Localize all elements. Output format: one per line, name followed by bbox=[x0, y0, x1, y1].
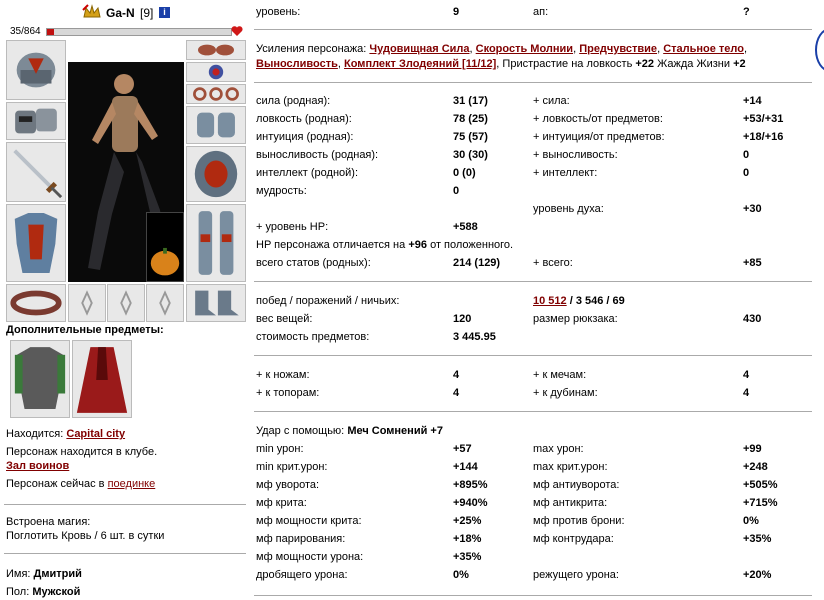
stat-value: 78 (25) bbox=[453, 113, 488, 125]
ap-label: ап: bbox=[533, 6, 549, 18]
buffs-block: Усиления персонажа: Чудовищная Сила, Скорость Молнии, Предчувствие, Стальное тело, Выносливость, Комплект Злодеяний [11/12], Пристрастие на ловкость +22 Жажда Жизни +2 bbox=[256, 43, 748, 70]
hp-note-value: +96 bbox=[408, 239, 427, 251]
backpack-slot[interactable] bbox=[146, 212, 184, 282]
stat-label: + уровень HP: bbox=[256, 221, 329, 233]
combat-stat-value: +18% bbox=[453, 533, 482, 545]
divider bbox=[254, 29, 812, 30]
stat-value: 0 (0) bbox=[453, 167, 476, 179]
stat-label: + интеллект: bbox=[533, 167, 598, 179]
stat-value: +14 bbox=[743, 95, 762, 107]
addiction-text: Пристрастие на ловкость bbox=[502, 58, 633, 70]
weight-label: вес вещей: bbox=[256, 313, 313, 325]
empty-rune-icon bbox=[108, 285, 144, 321]
divider bbox=[254, 281, 812, 282]
buff-link[interactable]: Комплект Злодеяний [11/12] bbox=[344, 58, 497, 70]
divider bbox=[254, 82, 812, 83]
cost-label: стоимость предметов: bbox=[256, 331, 370, 343]
extra-item-chainmail[interactable] bbox=[10, 340, 70, 418]
combat-stat-label: мф уворота: bbox=[256, 479, 320, 491]
stat-label: + сила: bbox=[533, 95, 570, 107]
weapon-skill-label: + к мечам: bbox=[533, 369, 587, 381]
amulet-slot[interactable] bbox=[186, 62, 246, 82]
buff-link[interactable]: Предчувствие bbox=[579, 43, 658, 55]
combat-stat-value: +715% bbox=[743, 497, 778, 509]
stat-label: интеллект (родной): bbox=[256, 167, 359, 179]
belt-slot[interactable] bbox=[6, 284, 66, 322]
hp-note-suffix: от положенного. bbox=[430, 239, 514, 251]
combat-stat-value: +25% bbox=[453, 515, 482, 527]
combat-stat-label: мф парирования: bbox=[256, 533, 346, 545]
earrings-slot[interactable] bbox=[186, 40, 246, 60]
additional-items-heading: Дополнительные предметы: bbox=[6, 324, 164, 336]
fight-line bbox=[6, 478, 155, 490]
combat-stat-value: +940% bbox=[453, 497, 488, 509]
bracers-icon bbox=[7, 103, 65, 139]
thirst-text: Жажда Жизни bbox=[657, 58, 731, 70]
combat-stat-label: дробящего урона: bbox=[256, 569, 348, 581]
backpack-label: размер рюкзака: bbox=[533, 313, 618, 325]
combat-stat-value: +20% bbox=[743, 569, 772, 581]
strike-label: Удар с помощью: bbox=[256, 425, 345, 437]
total-bonus-value: +85 bbox=[743, 257, 762, 269]
backpack-value: 430 bbox=[743, 313, 762, 325]
combat-stat-label: мф мощности крита: bbox=[256, 515, 362, 527]
combat-stat-label: min крит.урон: bbox=[256, 461, 328, 473]
weapon-skill-value: 4 bbox=[453, 369, 460, 381]
name-label: Имя: bbox=[6, 568, 31, 580]
divider bbox=[254, 355, 812, 356]
character-level-badge: [9] bbox=[140, 6, 154, 20]
gloves-icon bbox=[187, 107, 245, 143]
combat-stat-value: +35% bbox=[743, 533, 772, 545]
circle-badge-icon bbox=[815, 28, 824, 72]
combat-stat-label: мф антиуворота: bbox=[533, 479, 620, 491]
helmet-icon bbox=[7, 41, 65, 99]
combat-stat-label: мф контрудара: bbox=[533, 533, 614, 545]
buff-link[interactable]: Чудовищная Сила bbox=[369, 43, 470, 55]
club-text: Персонаж находится в клубе. bbox=[6, 446, 158, 458]
name-value: Дмитрий bbox=[33, 568, 82, 580]
info-icon[interactable]: i bbox=[159, 7, 170, 18]
rings-slot[interactable] bbox=[186, 84, 246, 104]
rune-slot-1[interactable] bbox=[68, 284, 106, 322]
stat-label: интуиция (родная): bbox=[256, 131, 354, 143]
ap-value: ? bbox=[743, 6, 750, 18]
club-link[interactable]: Зал воинов bbox=[6, 460, 70, 472]
stat-label: мудрость: bbox=[256, 185, 307, 197]
hp-text: 35/864 bbox=[10, 26, 41, 37]
stat-label: + интуиция/от предметов: bbox=[533, 131, 665, 143]
strike-line bbox=[256, 422, 443, 440]
profile-name-line bbox=[6, 568, 82, 580]
strike-weapon: Меч Сомнений +7 bbox=[347, 425, 443, 437]
buff-link[interactable]: Выносливость bbox=[256, 58, 338, 70]
sex-label: Пол: bbox=[6, 586, 30, 598]
hp-bar-fill bbox=[47, 29, 54, 35]
combat-stat-value: 0% bbox=[453, 569, 469, 581]
combat-stat-label: мф мощности урона: bbox=[256, 551, 364, 563]
combat-stat-value: +99 bbox=[743, 443, 762, 455]
divider bbox=[254, 595, 812, 596]
stat-value: 30 (30) bbox=[453, 149, 488, 161]
divider bbox=[254, 411, 812, 412]
addiction-value: +22 bbox=[635, 58, 655, 70]
level-value: 9 bbox=[453, 6, 460, 18]
divider bbox=[4, 553, 246, 554]
total-stats-label: всего статов (родных): bbox=[256, 257, 371, 269]
weapon-skill-label: + к топорам: bbox=[256, 387, 320, 399]
helmet-slot[interactable] bbox=[6, 40, 66, 100]
combat-stat-value: +248 bbox=[743, 461, 768, 473]
combat-stat-value: +144 bbox=[453, 461, 478, 473]
combat-stat-value: +57 bbox=[453, 443, 472, 455]
shield-slot[interactable] bbox=[186, 146, 246, 202]
character-name[interactable]: Ga-N bbox=[106, 6, 135, 20]
rune-slot-3[interactable] bbox=[146, 284, 184, 322]
weapon-skill-value: 4 bbox=[743, 387, 750, 399]
hp-note-prefix: HP персонажа отличается на bbox=[256, 239, 406, 251]
thirst-value: +2 bbox=[733, 58, 746, 70]
boots-icon bbox=[187, 285, 245, 321]
stat-label: выносливость (родная): bbox=[256, 149, 379, 161]
combat-stat-label: режущего урона: bbox=[533, 569, 619, 581]
pumpkin-icon bbox=[147, 213, 183, 281]
buffs-label: Усиления персонажа: bbox=[256, 43, 367, 55]
belt-icon bbox=[7, 285, 65, 321]
combat-stat-label: max урон: bbox=[533, 443, 584, 455]
cost-value: 3 445.95 bbox=[453, 331, 496, 343]
wins-values bbox=[533, 292, 625, 310]
buff-link[interactable]: Скорость Молнии bbox=[475, 43, 574, 55]
sword-icon bbox=[7, 143, 65, 201]
combat-stat-value: +895% bbox=[453, 479, 488, 491]
wins-label: побед / поражений / ничьих: bbox=[256, 295, 400, 307]
armor-slot[interactable] bbox=[6, 204, 66, 282]
chainmail-shirt-icon bbox=[11, 341, 69, 417]
total-stats-value: 214 (129) bbox=[453, 257, 501, 269]
shield-icon bbox=[187, 147, 245, 201]
empty-rune-icon bbox=[147, 285, 183, 321]
location-line bbox=[6, 428, 125, 440]
weapon-skill-label: + к ножам: bbox=[256, 369, 310, 381]
combat-stat-label: мф крита: bbox=[256, 497, 307, 509]
weapon-slot[interactable] bbox=[6, 142, 66, 202]
stat-value: +588 bbox=[453, 221, 478, 233]
empty-rune-icon bbox=[69, 285, 105, 321]
sex-value: Мужской bbox=[32, 586, 81, 598]
combat-stat-label: max крит.урон: bbox=[533, 461, 608, 473]
stat-value: +18/+16 bbox=[743, 131, 784, 143]
divider bbox=[4, 504, 246, 505]
weapon-skill-value: 4 bbox=[453, 387, 460, 399]
stat-label: + ловкость/от предметов: bbox=[533, 113, 663, 125]
combat-stat-label: min урон: bbox=[256, 443, 304, 455]
rune-slot-2[interactable] bbox=[107, 284, 145, 322]
armor-icon bbox=[7, 205, 65, 281]
location-label: Находится: bbox=[6, 428, 64, 440]
gloves-slot[interactable] bbox=[186, 106, 246, 144]
bracers-slot[interactable] bbox=[6, 102, 66, 140]
fight-link[interactable]: поединке bbox=[107, 478, 156, 490]
combat-stat-label: мф антикрита: bbox=[533, 497, 608, 509]
stat-label: сила (родная): bbox=[256, 95, 331, 107]
weapon-skill-value: 4 bbox=[743, 369, 750, 381]
city-link[interactable]: Capital city bbox=[66, 428, 126, 440]
combat-stat-value: +505% bbox=[743, 479, 778, 491]
stat-value: +30 bbox=[743, 203, 762, 215]
earrings-icon bbox=[187, 41, 245, 59]
magic-label: Встроена магия: bbox=[6, 516, 91, 528]
red-cloak-icon bbox=[73, 341, 131, 417]
hp-note bbox=[256, 236, 513, 254]
level-label: уровень: bbox=[256, 6, 301, 18]
fight-text: Персонаж сейчас в bbox=[6, 478, 105, 490]
stat-value: +53/+31 bbox=[743, 113, 784, 125]
magic-value: Поглотить Кровь / 6 шт. в сутки bbox=[6, 530, 165, 542]
combat-stat-value: 0% bbox=[743, 515, 759, 527]
profile-sex-line bbox=[6, 586, 80, 598]
heart-icon bbox=[231, 25, 243, 37]
buff-link[interactable]: Стальное тело bbox=[663, 43, 744, 55]
stat-label: + выносливость: bbox=[533, 149, 618, 161]
stat-label: ловкость (родная): bbox=[256, 113, 352, 125]
boots-slot[interactable] bbox=[186, 284, 246, 322]
combat-stat-value: +35% bbox=[453, 551, 482, 563]
hp-bar bbox=[46, 28, 232, 36]
stat-value: 75 (57) bbox=[453, 131, 488, 143]
extra-item-cloak[interactable] bbox=[72, 340, 132, 418]
wins-link[interactable]: 10 512 bbox=[533, 295, 567, 307]
crown-icon bbox=[82, 4, 102, 20]
stat-value: 31 (17) bbox=[453, 95, 488, 107]
leggings-icon bbox=[187, 205, 245, 281]
weight-value: 120 bbox=[453, 313, 472, 325]
combat-stat-label: мф против брони: bbox=[533, 515, 625, 527]
amulet-icon bbox=[187, 63, 245, 81]
stat-label: уровень духа: bbox=[533, 203, 604, 215]
stat-value: 0 bbox=[453, 185, 460, 197]
leggings-slot[interactable] bbox=[186, 204, 246, 282]
stat-value: 0 bbox=[743, 167, 750, 179]
weapon-skill-label: + к дубинам: bbox=[533, 387, 598, 399]
total-bonus-label: + всего: bbox=[533, 257, 573, 269]
character-panel bbox=[0, 0, 248, 600]
rings-icon bbox=[187, 85, 245, 103]
stat-value: 0 bbox=[743, 149, 750, 161]
wins-rest: / 3 546 / 69 bbox=[569, 295, 625, 307]
